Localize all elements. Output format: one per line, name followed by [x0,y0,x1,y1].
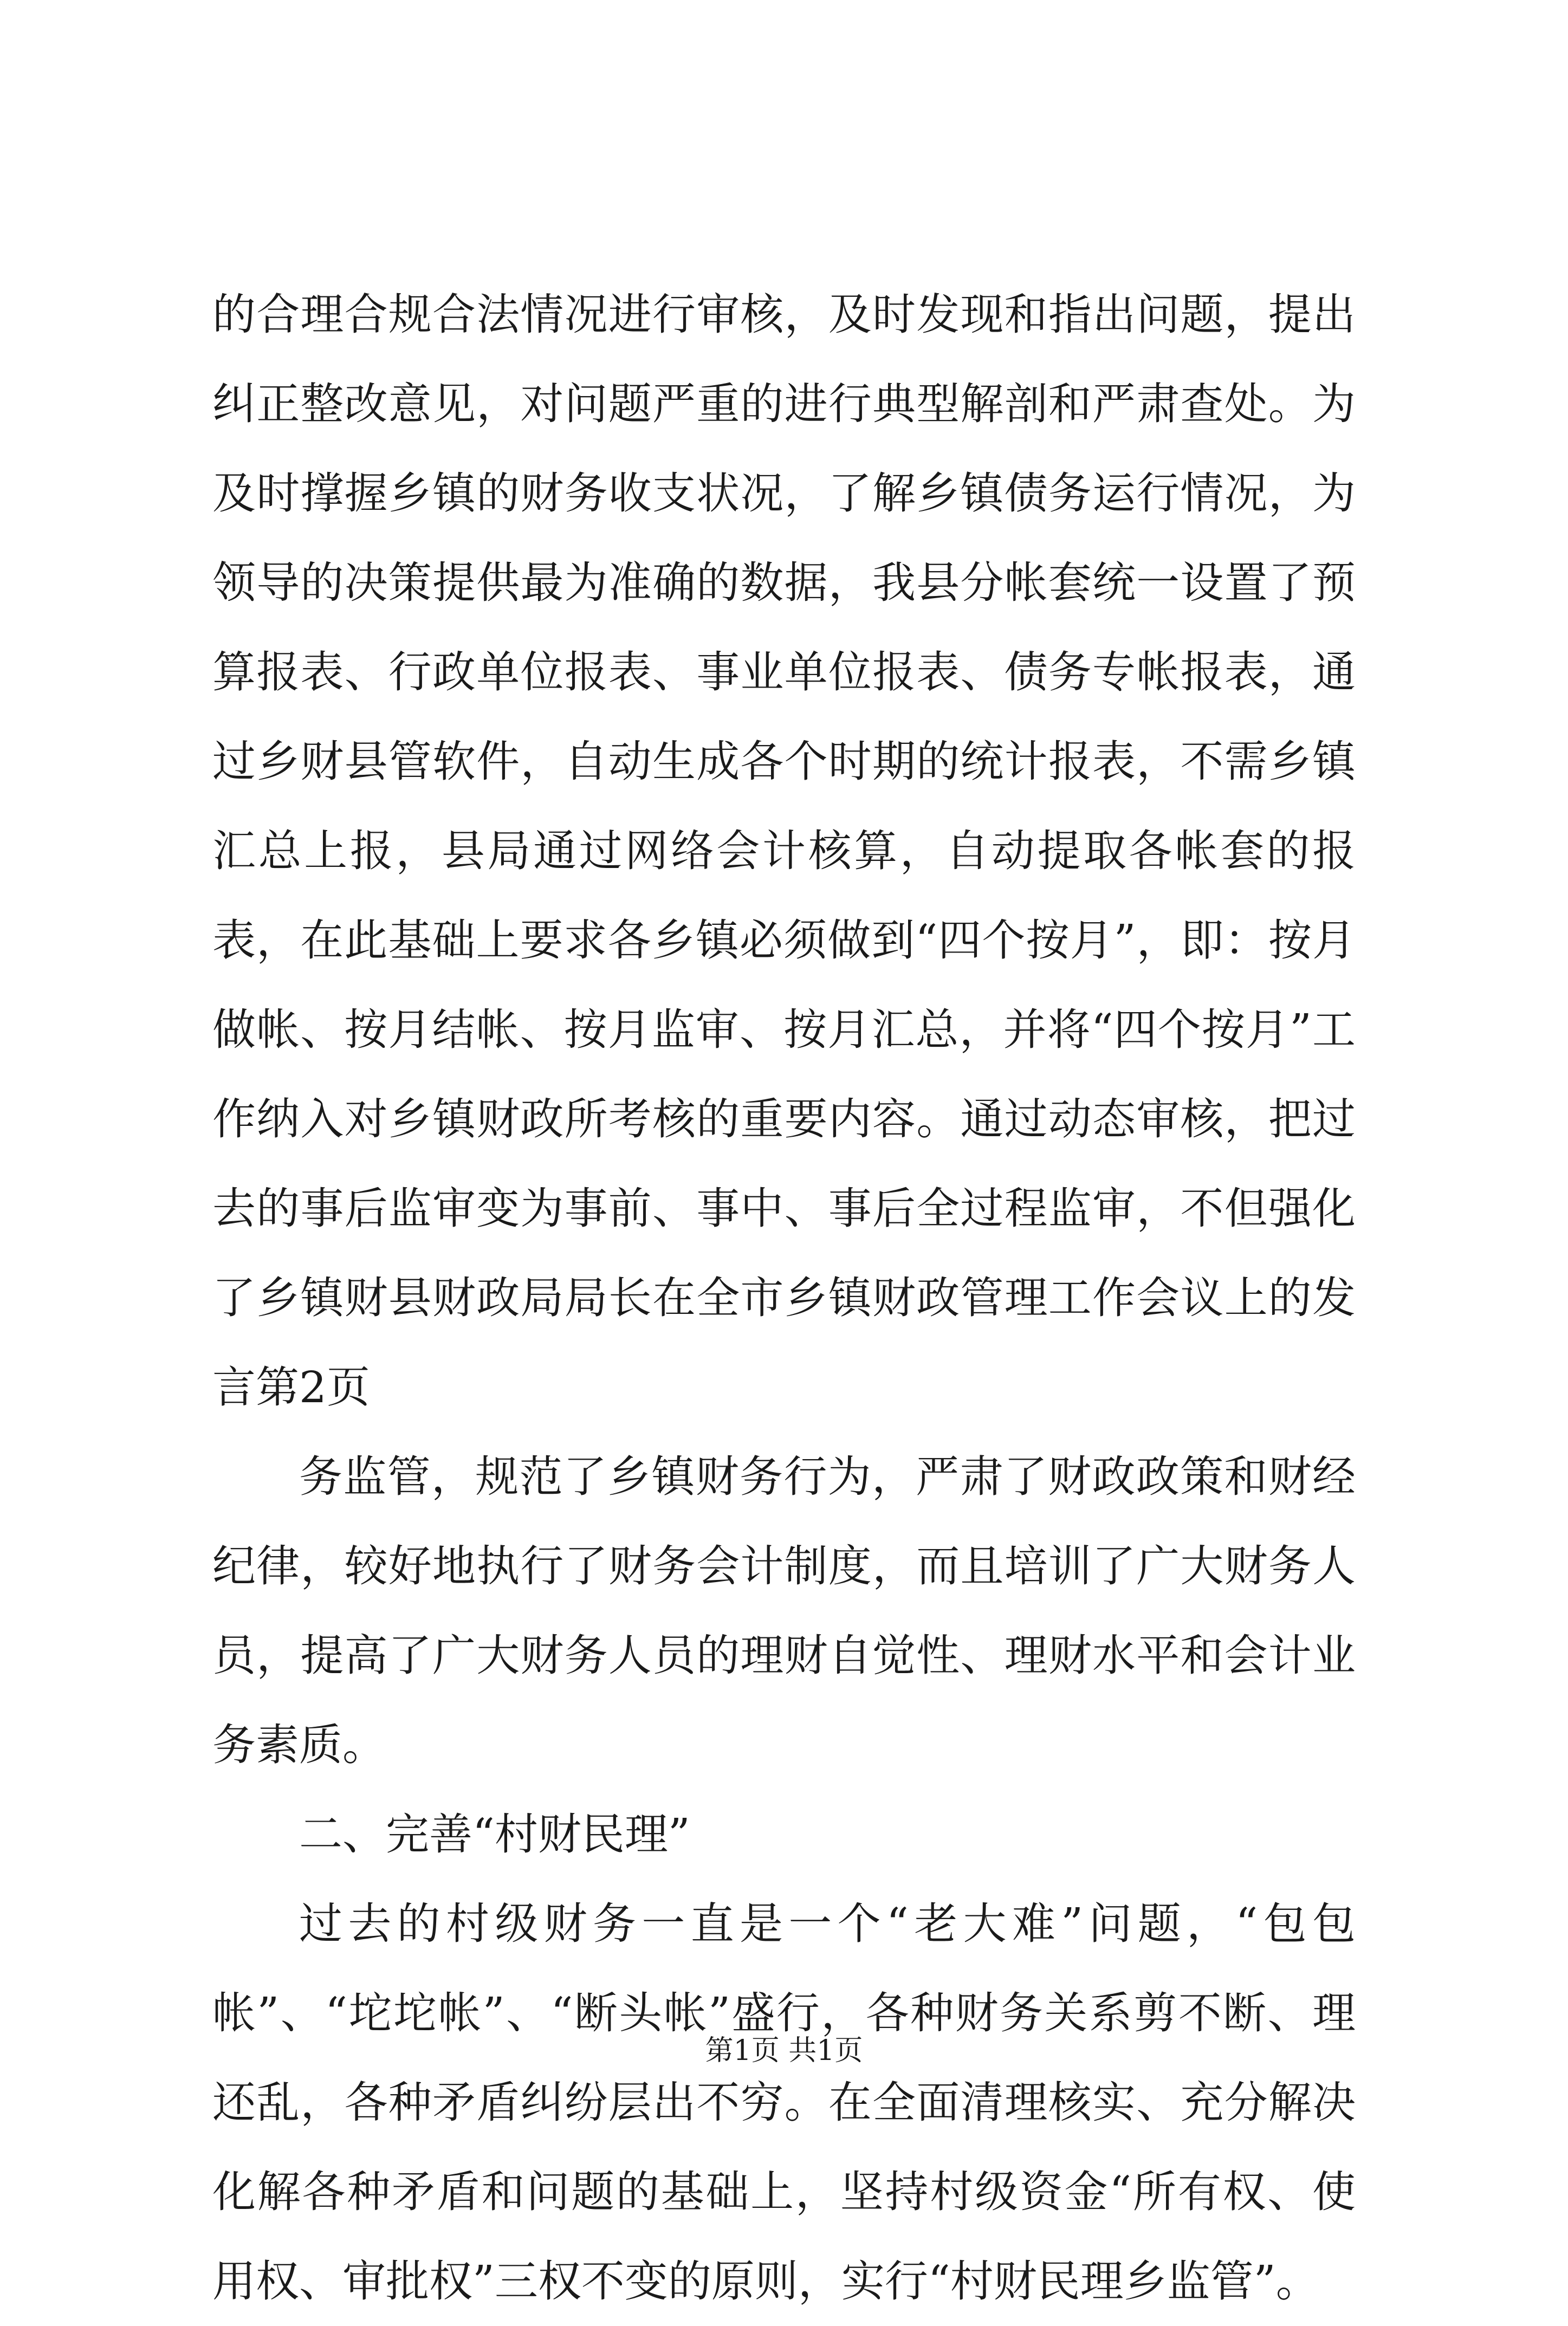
document-body [212,270,1356,2326]
section-heading: 二、完善“村财民理” [299,1809,690,1859]
paragraph-financial-supervision: 务监管，规范了乡镇财务行为，严肃了财政政策和财经纪律，较好地执行了财务会计制度，而且培训了广大财务人员，提高了广大财务人员的理财自觉性、理财水平和会计业务素质。 [212,1452,1356,1770]
page-footer: 第1页 共1页 [705,2035,863,2067]
paragraph-continued: 的合理合规合法情况进行审核，及时发现和指出问题，提出纠正整改意见，对问题严重的进行典型解剖和严肃查处。为及时撑握乡镇的财务收支状况，了解乡镇债务运行情况，为领导的决策提供最为准确的数据，我县分帐套统一设置了预算报表、行政单位报表、事业单位报表、债务专帐报表，通过乡财县管软件，自动生成各个时期的统计报表，不需乡镇汇总上报，县局通过网络会计核算，自动提取各帐套的报表，在此基础上要求各乡镇必须做到“四个按月”，即：按月做帐、按月结帐、按月监审、按月汇总，并将“四个按月”工作纳入对乡镇财政所考核的重要内容。通过动态审核，把过去的事后监审变为事前、事中、事后全过程监审，不但强化了乡镇财县财政局局长在全市乡镇财政管理工作会议上的发言第2页 [212,289,1356,1413]
paragraph-village-finance: 过去的村级财务一直是一个“老大难”问题，“包包帐”、“坨坨帐”、“断头帐”盛行，各种财务关系剪不断、理还乱，各种矛盾纠纷层出不穷。在全面清理核实、充分解决化解各种矛盾和问题的基础上，坚持村级资金“所有权、使用权、审批权”三权不变的原则，实行“村财民理乡监管”。 [212,1899,1356,2306]
